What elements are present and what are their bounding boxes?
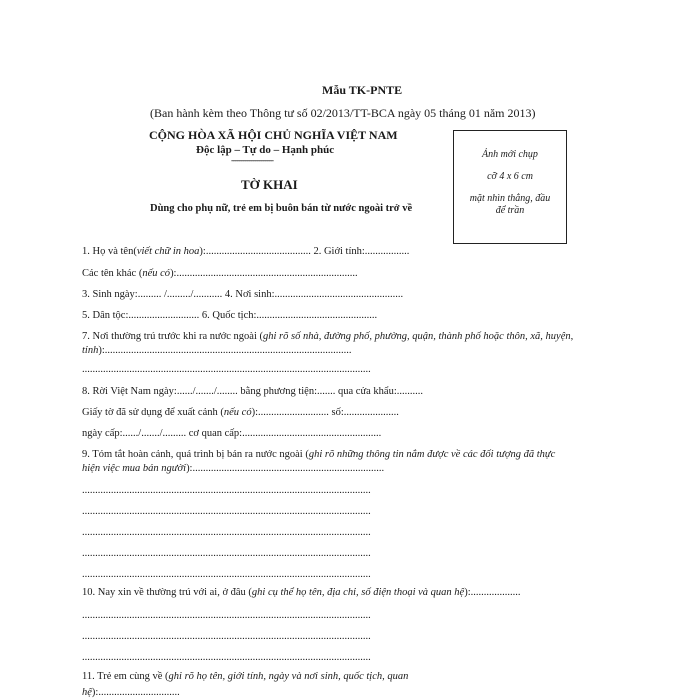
field-issue-date-authority: ngày cấp:....../......./......... cơ quan cấp:..................................................... [82,428,382,439]
field-return-residence: 10. Nay xin về thường trú với ai, ở đâu (ghi cụ thể họ tên, địa chỉ, số điện thoại và quan hệ):................... [82,587,521,598]
field-ethnicity-nationality: 5. Dân tộc:........................... 6. Quốc tịch:.............................................. [82,310,378,321]
dotted-line: .............................................................................................................. [82,569,371,580]
photo-placeholder-box [453,130,567,244]
photo-note-line4: để trần [495,205,525,216]
country-name: CỘNG HÒA XÃ HỘI CHỦ NGHĨA VIỆT NAM [149,128,398,142]
photo-note-line1: Ảnh mới chụp [482,149,538,160]
field-full-name-gender: 1. Họ và tên(viết chữ in hoa):........................................ 2. Giới tính:................. [82,246,410,257]
field-other-names: Các tên khác (nếu có):..................................................................... [82,268,358,279]
field-trafficking-summary-label-cont: hiện việc mua bán người):......................................................................... [82,463,385,474]
dotted-line: .............................................................................................................. [82,506,371,517]
field-permanent-residence-label: 7. Nơi thường trú trước khi ra nước ngoài (ghi rõ số nhà, đường phố, phường, quận, thành phố hoặc thôn, xã, huyện, [82,331,574,342]
dotted-line: .............................................................................................................. [82,631,371,642]
dotted-line: .............................................................................................................. [82,548,371,559]
photo-note-line3: mặt nhìn thẳng, đầu [469,193,551,204]
field-permanent-residence-value: tỉnh):.............................................................................................. [82,345,352,356]
issued-by-note: (Ban hành kèm theo Thông tư số 02/2013/TT-BCA ngày 05 tháng 01 năm 2013) [150,106,536,120]
national-motto: Độc lập – Tự do – Hạnh phúc [196,144,335,156]
form-subtitle: Dùng cho phụ nữ, trẻ em bị buôn bán từ nước ngoài trở về [150,203,413,214]
form-code: Mẫu TK-PNTE [322,83,403,97]
field-accompanying-children-value: hệ):............................... [82,687,180,698]
field-accompanying-children-label: 11. Trẻ em cùng về (ghi rõ họ tên, giới tính, ngày và nơi sinh, quốc tịch, quan [82,671,409,682]
dotted-line: .............................................................................................................. [82,485,371,496]
field-departure: 8. Rời Việt Nam ngày:....../......./........ bằng phương tiện:....... qua cửa khẩu:.......... [82,386,423,397]
dotted-line: .............................................................................................................. [82,364,371,375]
field-exit-document: Giấy tờ đã sử dụng để xuất cảnh (nếu có):........................... số:..................... [82,407,399,418]
motto-divider: --------------------- [231,155,273,165]
dotted-line: .............................................................................................................. [82,652,371,663]
field-trafficking-summary-label: 9. Tóm tắt hoàn cảnh, quá trình bị bán ra nước ngoài (ghi rõ những thông tin nắm được về các đối tượng đã thực [82,449,556,460]
dotted-line: .............................................................................................................. [82,527,371,538]
field-birth-date-place: 3. Sinh ngày:......... /........./........... 4. Nơi sinh:................................................. [82,289,404,300]
dotted-line: .............................................................................................................. [82,610,371,621]
form-title: TỜ KHAI [241,177,298,192]
photo-note-line2: cỡ 4 x 6 cm [487,171,533,182]
